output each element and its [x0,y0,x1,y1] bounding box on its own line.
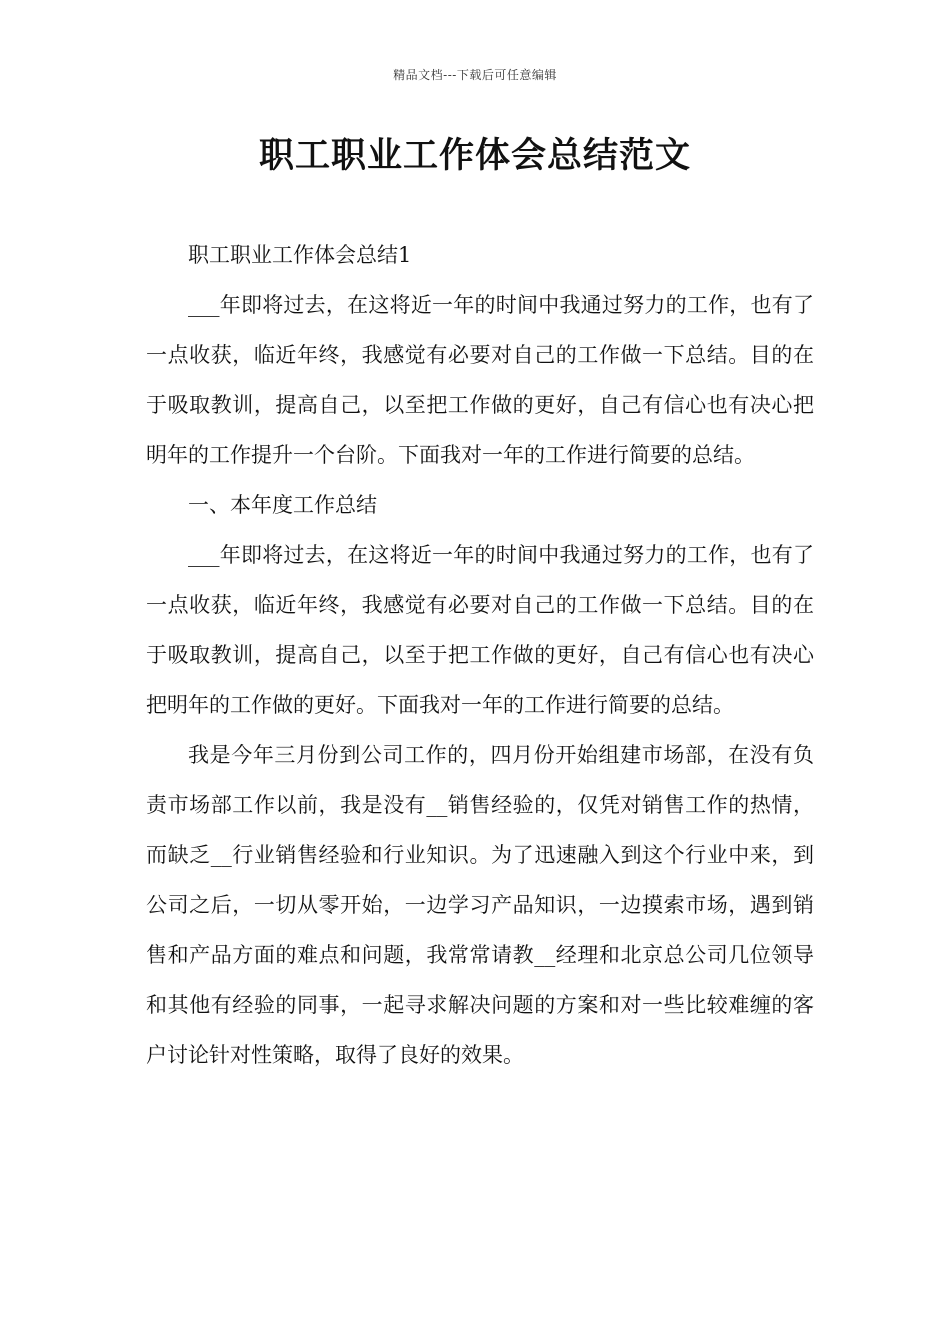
document-body [146,230,814,1080]
paragraph-intro: ___年即将过去，在这将近一年的时间中我通过努力的工作，也有了一点收获，临近年终，我感觉有必要对自己的工作做一下总结。目的在于吸取教训，提高自己，以至把工作做的更好，自己有信心也有决心把明年的工作提升一个台阶。下面我对一年的工作进行简要的总结。 [146,293,814,467]
paragraph-work-experience: 我是今年三月份到公司工作的，四月份开始组建市场部，在没有负责市场部工作以前，我是没有__销售经验的，仅凭对销售工作的热情，而缺乏__行业销售经验和行业知识。为了迅速融入到这个行业中来，到公司之后，一切从零开始，一边学习产品知识，一边摸索市场，遇到销售和产品方面的难点和问题，我常常请教__经理和北京总公司几位领导和其他有经验的同事，一起寻求解决问题的方案和对一些比较难缠的客户讨论针对性策略，取得了良好的效果。 [146,743,814,1067]
section-heading-annual-summary: 一、本年度工作总结 [188,493,377,517]
paragraph-annual-summary: ___年即将过去，在这将近一年的时间中我通过努力的工作，也有了一点收获，临近年终，我感觉有必要对自己的工作做一下总结。目的在于吸取教训，提高自己，以至于把工作做的更好，自己有信心也有决心把明年的工作做的更好。下面我对一年的工作进行简要的总结。 [146,543,814,717]
document-title: 职工职业工作体会总结范文 [258,135,691,176]
section-heading-summary-1: 职工职业工作体会总结1 [188,243,412,267]
header-note: 精品文档---下载后可任意编辑 [393,68,557,82]
